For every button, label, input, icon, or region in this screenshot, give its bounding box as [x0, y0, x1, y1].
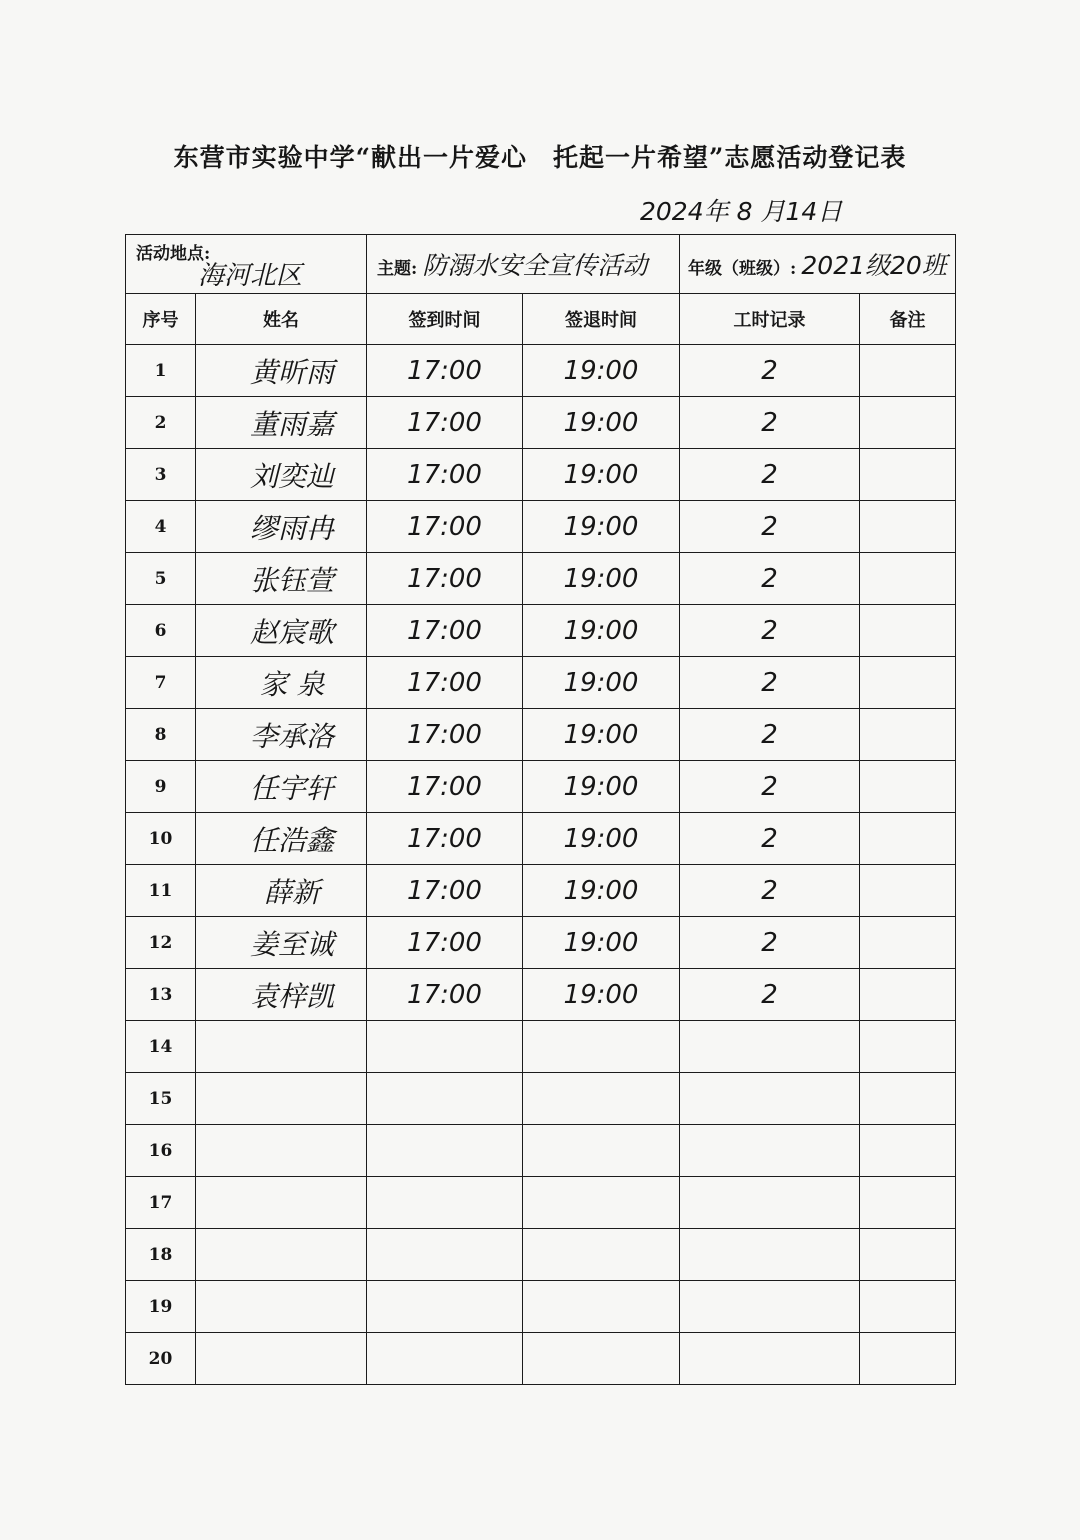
header-name: 姓名: [196, 294, 367, 345]
header-sign-in-time: 签到时间: [367, 294, 523, 345]
sign-in-time: [367, 1125, 523, 1177]
work-hours: 2: [680, 865, 860, 917]
note-cell: [860, 1229, 956, 1281]
row-number: 8: [126, 709, 196, 761]
work-hours: 2: [680, 605, 860, 657]
work-hours: 2: [680, 345, 860, 397]
row-number: 4: [126, 501, 196, 553]
sign-out-time: 19:00: [523, 709, 680, 761]
row-number: 1: [126, 345, 196, 397]
sign-in-time: 17:00: [367, 865, 523, 917]
sign-out-time: [523, 1333, 680, 1385]
volunteer-name: 黄昕雨: [196, 345, 367, 397]
volunteer-name: 薛新: [196, 865, 367, 917]
sign-in-time: 17:00: [367, 761, 523, 813]
table-row: [126, 397, 956, 449]
row-number: 12: [126, 917, 196, 969]
theme-label: 主题:: [377, 259, 418, 279]
sign-out-time: 19:00: [523, 397, 680, 449]
header-hours: 工时记录: [680, 294, 860, 345]
note-cell: [860, 1073, 956, 1125]
work-hours: 2: [680, 397, 860, 449]
table-row: [126, 501, 956, 553]
row-number: 18: [126, 1229, 196, 1281]
sign-out-time: 19:00: [523, 501, 680, 553]
sign-out-time: 19:00: [523, 813, 680, 865]
volunteer-name: 赵宸歌: [196, 605, 367, 657]
sign-in-time: 17:00: [367, 657, 523, 709]
note-cell: [860, 865, 956, 917]
sign-in-time: 17:00: [367, 397, 523, 449]
work-hours: [680, 1073, 860, 1125]
row-number: 19: [126, 1281, 196, 1333]
work-hours: 2: [680, 553, 860, 605]
form-title: 东营市实验中学“献出一片爱心 托起一片希望”志愿活动登记表: [173, 143, 907, 172]
table-row: [126, 657, 956, 709]
row-number: 7: [126, 657, 196, 709]
work-hours: 2: [680, 657, 860, 709]
volunteer-name: 袁梓凯: [196, 969, 367, 1021]
volunteer-name: 张钰萱: [196, 553, 367, 605]
table-row: [126, 917, 956, 969]
row-number: 10: [126, 813, 196, 865]
work-hours: 2: [680, 761, 860, 813]
header-notes: 备注: [860, 294, 956, 345]
note-cell: [860, 449, 956, 501]
table-row: [126, 761, 956, 813]
work-hours: 2: [680, 917, 860, 969]
sign-in-time: [367, 1333, 523, 1385]
table-header-row: [126, 294, 956, 345]
sign-out-time: [523, 1229, 680, 1281]
sign-in-time: 17:00: [367, 345, 523, 397]
volunteer-name: 任宇轩: [196, 761, 367, 813]
work-hours: [680, 1021, 860, 1073]
form-info-row: [126, 235, 956, 294]
work-hours: [680, 1333, 860, 1385]
table-row: [126, 1177, 956, 1229]
row-number: 20: [126, 1333, 196, 1385]
table-row: [126, 865, 956, 917]
work-hours: 2: [680, 709, 860, 761]
sign-out-time: 19:00: [523, 865, 680, 917]
row-number: 13: [126, 969, 196, 1021]
row-number: 6: [126, 605, 196, 657]
work-hours: [680, 1177, 860, 1229]
theme-value: 防溺水安全宣传活动: [422, 251, 648, 280]
note-cell: [860, 813, 956, 865]
note-cell: [860, 397, 956, 449]
row-number: 16: [126, 1125, 196, 1177]
table-row: [126, 1125, 956, 1177]
sign-out-time: 19:00: [523, 917, 680, 969]
note-cell: [860, 501, 956, 553]
sign-out-time: 19:00: [523, 605, 680, 657]
sign-in-time: 17:00: [367, 501, 523, 553]
table-row: [126, 1021, 956, 1073]
table-row: [126, 813, 956, 865]
sign-in-time: [367, 1281, 523, 1333]
note-cell: [860, 1021, 956, 1073]
volunteer-name: [196, 1021, 367, 1073]
row-number: 17: [126, 1177, 196, 1229]
volunteer-name: [196, 1125, 367, 1177]
note-cell: [860, 917, 956, 969]
sign-out-time: [523, 1073, 680, 1125]
sign-in-time: [367, 1073, 523, 1125]
location-cell: [126, 235, 367, 294]
note-cell: [860, 605, 956, 657]
sign-in-time: 17:00: [367, 449, 523, 501]
theme-cell: [367, 235, 680, 294]
work-hours: 2: [680, 969, 860, 1021]
form-date: 2024年 8 月14日: [640, 197, 843, 226]
header-sign-out-time: 签退时间: [523, 294, 680, 345]
note-cell: [860, 1177, 956, 1229]
sign-in-time: 17:00: [367, 605, 523, 657]
table-row: [126, 605, 956, 657]
note-cell: [860, 553, 956, 605]
location-value: 海河北区: [198, 261, 303, 291]
volunteer-name: [196, 1073, 367, 1125]
row-number: 14: [126, 1021, 196, 1073]
row-number: 3: [126, 449, 196, 501]
table-row: [126, 1333, 956, 1385]
volunteer-name: 刘奕辿: [196, 449, 367, 501]
table-row: [126, 345, 956, 397]
table-row: [126, 1229, 956, 1281]
volunteer-name: [196, 1177, 367, 1229]
work-hours: [680, 1281, 860, 1333]
row-number: 11: [126, 865, 196, 917]
grade-value: 2021级20班: [801, 251, 947, 280]
sign-out-time: 19:00: [523, 449, 680, 501]
sign-in-time: [367, 1021, 523, 1073]
grade-cell: [680, 235, 956, 294]
note-cell: [860, 969, 956, 1021]
volunteer-name: 任浩鑫: [196, 813, 367, 865]
work-hours: 2: [680, 449, 860, 501]
row-number: 15: [126, 1073, 196, 1125]
table-row: [126, 969, 956, 1021]
volunteer-name: [196, 1229, 367, 1281]
row-number: 9: [126, 761, 196, 813]
volunteer-name: 董雨嘉: [196, 397, 367, 449]
note-cell: [860, 709, 956, 761]
volunteer-name: [196, 1333, 367, 1385]
sign-out-time: 19:00: [523, 969, 680, 1021]
table-row: [126, 709, 956, 761]
sign-out-time: 19:00: [523, 657, 680, 709]
work-hours: 2: [680, 813, 860, 865]
table-row: [126, 1073, 956, 1125]
sign-out-time: [523, 1125, 680, 1177]
sign-out-time: 19:00: [523, 345, 680, 397]
note-cell: [860, 1125, 956, 1177]
row-number: 5: [126, 553, 196, 605]
note-cell: [860, 1281, 956, 1333]
note-cell: [860, 1333, 956, 1385]
header-number: 序号: [126, 294, 196, 345]
sign-out-time: 19:00: [523, 553, 680, 605]
volunteer-name: 李承洛: [196, 709, 367, 761]
work-hours: [680, 1125, 860, 1177]
grade-label: 年级（班级）:: [688, 259, 797, 279]
sign-out-time: [523, 1281, 680, 1333]
note-cell: [860, 657, 956, 709]
row-number: 2: [126, 397, 196, 449]
sign-out-time: [523, 1177, 680, 1229]
sign-in-time: [367, 1177, 523, 1229]
volunteer-name: [196, 1281, 367, 1333]
location-label: 活动地点:: [136, 244, 211, 264]
volunteer-name: 姜至诚: [196, 917, 367, 969]
sign-in-time: 17:00: [367, 917, 523, 969]
sign-in-time: [367, 1229, 523, 1281]
sign-in-time: 17:00: [367, 969, 523, 1021]
volunteer-table: [125, 234, 956, 1385]
table-row: [126, 1281, 956, 1333]
table-row: [126, 553, 956, 605]
sign-in-time: 17:00: [367, 813, 523, 865]
sign-out-time: 19:00: [523, 761, 680, 813]
sign-out-time: [523, 1021, 680, 1073]
note-cell: [860, 345, 956, 397]
sign-in-time: 17:00: [367, 553, 523, 605]
volunteer-name: 缪雨冉: [196, 501, 367, 553]
table-row: [126, 449, 956, 501]
volunteer-name: 家 泉: [196, 657, 367, 709]
work-hours: [680, 1229, 860, 1281]
work-hours: 2: [680, 501, 860, 553]
note-cell: [860, 761, 956, 813]
sign-in-time: 17:00: [367, 709, 523, 761]
